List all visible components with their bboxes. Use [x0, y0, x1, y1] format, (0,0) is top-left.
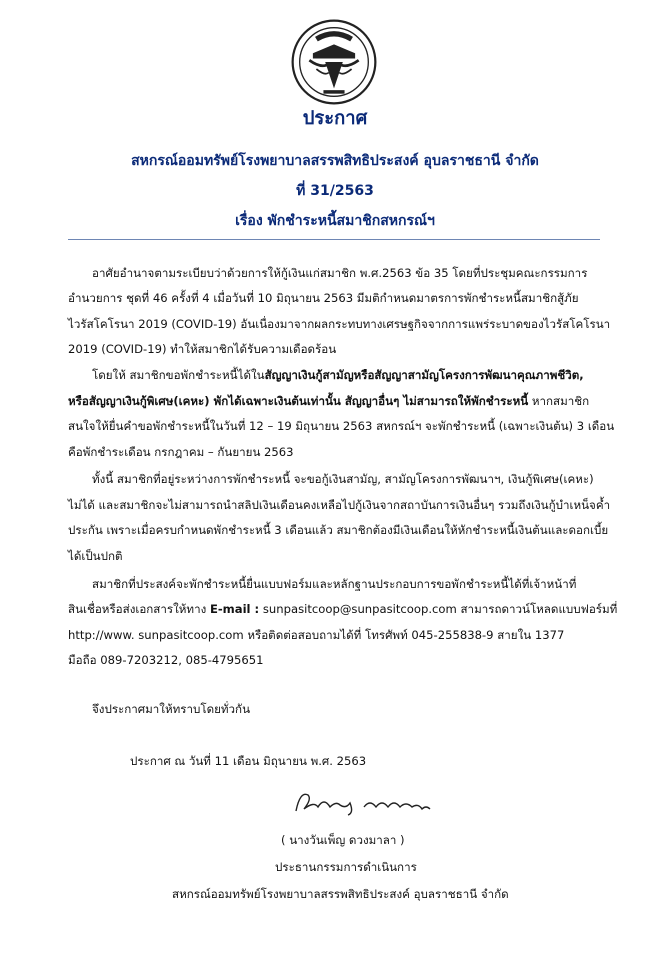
paragraph-1-line-2: อำนวยการ ชุดที่ 46 ครั้งที่ 4 เมื่อวันที่ 10 มิถุนายน 2563 มีมติกำหนดมาตรการพักชำระหนี้สมาชิกสู้ภัย — [68, 291, 579, 305]
organization-name: สหกรณ์ออมทรัพย์โรงพยาบาลสรรพสิทธิประสงค์ อุบลราชธานี จำกัด — [131, 153, 539, 169]
announcement-number: ที่ 31/2563 — [296, 183, 374, 199]
paragraph-2-text: โดยให้ สมาชิกขอพักชำระหนี้ได้ใน — [92, 368, 265, 382]
signatory-name: ( นางวันเพ็ญ ดวงมาลา ) — [281, 833, 405, 847]
paragraph-4-text: สามารถดาวน์โหลดแบบฟอร์มที่ — [456, 602, 618, 616]
signatory-organization: สหกรณ์ออมทรัพย์โรงพยาบาลสรรพสิทธิประสงค์ อุบลราชธานี จำกัด — [172, 887, 509, 901]
paragraph-2-line-3: สนใจให้ยื่นคำขอพักชำระหนี้ในวันที่ 12 – 19 มิถุนายน 2563 สหกรณ์ฯ จะพักชำระหนี้ (เฉพาะเงินต้น) 3 เดือน — [68, 419, 615, 433]
announcement-date: ประกาศ ณ วันที่ 11 เดือน มิถุนายน พ.ศ. 2563 — [130, 754, 367, 768]
paragraph-2-line-4: คือพักชำระเดือน กรกฎาคม – กันยายน 2563 — [68, 445, 294, 459]
paragraph-1-line-1: อาศัยอำนาจตามระเบียบว่าด้วยการให้กู้เงินแก่สมาชิก พ.ศ.2563 ข้อ 35 โดยที่ประชุมคณะกรรมการ — [92, 266, 588, 280]
cooperative-seal-icon — [290, 18, 378, 106]
announcement-subject: เรื่อง พักชำระหนี้สมาชิกสหกรณ์ฯ — [235, 213, 435, 229]
paragraph-4-text: สินเชื่อหรือส่งเอกสารให้ทาง — [68, 602, 210, 616]
paragraph-2-line-1 — [92, 367, 584, 385]
paragraph-3-line-3: ประกัน เพราะเมื่อครบกำหนดพักชำระหนี้ 3 เดือนแล้ว สมาชิกต้องมีเงินเดือนให้หักชำระหนี้เงินต้นและดอกเบี้ย — [68, 523, 609, 537]
paragraph-4-line-1: สมาชิกที่ประสงค์จะพักชำระหนี้ยื่นแบบฟอร์มและหลักฐานประกอบการขอพักชำระหนี้ได้ที่เจ้าหน้าที่ — [92, 577, 577, 591]
email-label: E-mail : — [209, 602, 260, 616]
paragraph-4-line-3: http://www. sunpasitcoop.com หรือติดต่อสอบถามได้ที่ โทรศัพท์ 045-255838-9 สายใน 1377 — [68, 628, 565, 642]
paragraph-2-bold-text: หรือสัญญาเงินกู้พิเศษ(เคหะ) พักได้เฉพาะเงินต้นเท่านั้น สัญญาอื่นๆ ไม่สามารถให้พักชำระหนี้ — [68, 394, 529, 408]
signatory-position: ประธานกรรมการดำเนินการ — [275, 860, 417, 874]
paragraph-3-line-4: ได้เป็นปกติ — [68, 549, 123, 563]
closing-statement: จึงประกาศมาให้ทราบโดยทั่วกัน — [92, 702, 250, 716]
paragraph-3-line-2: ไม่ได้ และสมาชิกจะไม่สามารถนำสลิปเงินเดือนคงเหลือไปกู้เงินจากสถาบันการเงินอื่นๆ รวมถึงเงินกู้บำเหน็จค้ำ — [68, 498, 611, 512]
paragraph-2-text: หากสมาชิก — [528, 394, 590, 408]
header-divider — [68, 239, 600, 240]
paragraph-2-bold-text: สัญญาเงินกู้สามัญหรือสัญญาสามัญโครงการพัฒนาคุณภาพชีวิต, — [264, 368, 584, 382]
paragraph-4-line-4: มือถือ 089-7203212, 085-4795651 — [68, 653, 264, 667]
paragraph-1-line-3: ไวรัสโคโรนา 2019 (COVID-19) อันเนื่องมาจากผลกระทบทางเศรษฐกิจจากการแพร่ระบาดของไวรัสโคโรนา — [68, 317, 611, 331]
paragraph-1-line-4: 2019 (COVID-19) ทำให้สมาชิกได้รับความเดือดร้อน — [68, 342, 337, 356]
paragraph-4-line-2 — [68, 601, 617, 619]
handwritten-signature-icon — [290, 785, 440, 821]
email-address[interactable]: sunpasitcoop@sunpasitcoop.com — [259, 602, 457, 616]
announcement-title: ประกาศ — [302, 108, 368, 129]
paragraph-2-line-2 — [68, 393, 589, 411]
paragraph-3-line-1: ทั้งนี้ สมาชิกที่อยู่ระหว่างการพักชำระหนี้ จะขอกู้เงินสามัญ, สามัญโครงการพัฒนาฯ, เงินกู้พิเศษ(เคหะ) — [92, 472, 594, 486]
